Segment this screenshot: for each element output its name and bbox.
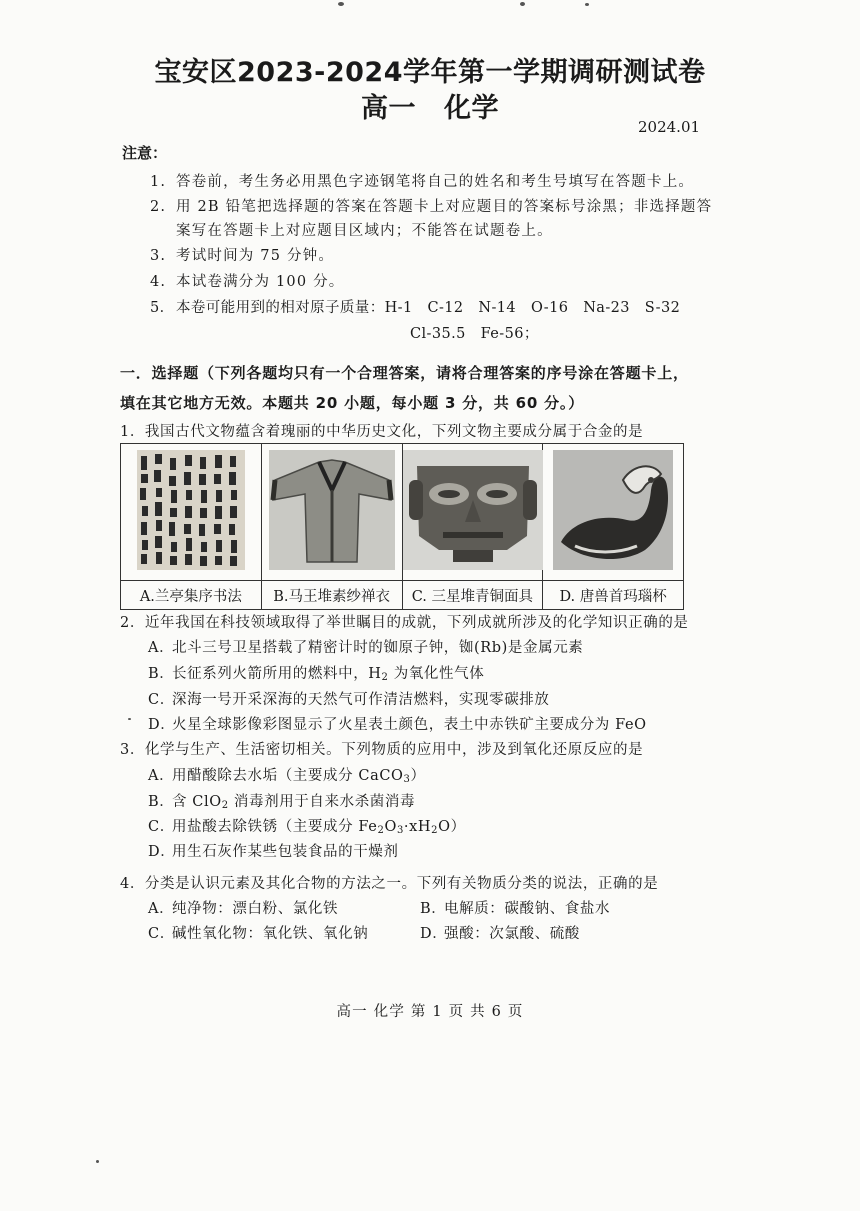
artifact-a-cell (121, 444, 262, 581)
silk-robe-image (269, 450, 395, 570)
question-3-option-b: B．含 ClO$_2$ 消毒剂用于自来水杀菌消毒 (148, 794, 416, 811)
subject-label: 化学 (444, 93, 499, 124)
page-footer: 高一 化学 第 1 页 共 6 页 (336, 1004, 524, 1020)
question-2-option-d: D．火星全球影像彩图显示了火星表土颜色，表土中赤铁矿主要成分为 FeO (148, 717, 647, 733)
scan-speck (128, 718, 131, 720)
artifact-b-cell (261, 444, 402, 581)
artifact-c-caption: C. 三星堆青铜面具 (402, 581, 543, 610)
question-3-option-a: A．用醋酸除去水垢（主要成分 CaCO$_3$） (148, 768, 426, 785)
question-2-option-c: C．深海一号开采深海的天然气可作清洁燃料，实现零碳排放 (148, 692, 550, 708)
question-2-option-b: B．长征系列火箭所用的燃料中，$H_2$ 为氧化性气体 (148, 666, 485, 683)
question-3-option-c: C．用盐酸去除铁锈（主要成分 $Fe_2O_3\cdot xH_2O$） (148, 819, 466, 836)
question-4-option-c: C．碱性氧化物：氧化铁、氧化钠 (148, 926, 369, 942)
calligraphy-image (137, 450, 245, 570)
agate-cup-image (553, 450, 673, 570)
notice-item-2: 2. 用 2B 铅笔把选择题的答案在答题卡上对应题目的答案标号涂黑；非选择题答 (150, 199, 713, 215)
artifact-a-caption: A.兰亭集序书法 (121, 581, 262, 610)
artifact-c-cell (402, 444, 543, 581)
question-1-stem: 1．我国古代文物蕴含着瑰丽的中华历史文化，下列文物主要成分属于合金的是 (120, 424, 644, 440)
section-heading: 一．选择题（下列各题均只有一个合理答案，请将合理答案的序号涂在答题卡上，填在其它地方无效。本题共 20 小题，每小题 3 分，共 60 分。） (120, 364, 689, 412)
question-4-stem: 4．分类是认识元素及其化合物的方法之一。下列有关物质分类的说法，正确的是 (120, 876, 659, 892)
exam-title: 宝安区2023-2024学年第一学期调研测试卷 (154, 57, 706, 88)
question-4-option-d: D．强酸：次氯酸、硫酸 (420, 926, 580, 942)
question-3-option-d: D．用生石灰作某些包装食品的干燥剂 (148, 844, 399, 860)
exam-date: 2024.01 (638, 118, 701, 136)
artifact-b-caption: B.马王堆素纱禅衣 (261, 581, 402, 610)
question-2-option-a: A．北斗三号卫星搭载了精密计时的铷原子钟，铷(Rb)是金属元素 (148, 640, 584, 656)
notice-item-5: 5．本卷可能用到的相对原子质量：H-1 C-12 N-14 O-16 Na-23 S-32 (150, 300, 681, 316)
question-2-stem: 2．近年我国在科技领域取得了举世瞩目的成就，下列成就所涉及的化学知识正确的是 (120, 615, 689, 631)
notice-item-4: 4. 本试卷满分为 100 分。 (150, 274, 345, 290)
notice-item-3: 3. 考试时间为 75 分钟。 (150, 248, 335, 264)
notice-heading: 注意： (122, 144, 168, 162)
question-3-stem: 3．化学与生产、生活密切相关。下列物质的应用中，涉及到氧化还原反应的是 (120, 742, 644, 758)
scan-speck (96, 1160, 99, 1163)
artifact-d-caption: D. 唐兽首玛瑙杯 (543, 581, 684, 610)
grade-label: 高一 (361, 93, 416, 124)
notice-item-2-cont: 案写在答题卡上对应题目区域内；不能答在试题卷上。 (176, 223, 553, 239)
scan-speck (585, 3, 589, 6)
bronze-mask-image (403, 450, 543, 570)
scan-speck (520, 2, 525, 6)
exam-subtitle (0, 86, 860, 125)
scan-speck (338, 2, 344, 6)
notice-item-5-cont: Cl-35.5 Fe-56； (410, 326, 539, 342)
question-4-option-a: A．纯净物：漂白粉、氯化铁 (148, 901, 339, 917)
artifact-d-cell (543, 444, 684, 581)
artifact-table (120, 443, 684, 610)
notice-item-1: 1. 答卷前，考生务必用黑色字迹钢笔将自己的姓名和考生号填写在答题卡上。 (150, 174, 695, 190)
question-4-option-b: B．电解质：碳酸钠、食盐水 (420, 901, 611, 917)
